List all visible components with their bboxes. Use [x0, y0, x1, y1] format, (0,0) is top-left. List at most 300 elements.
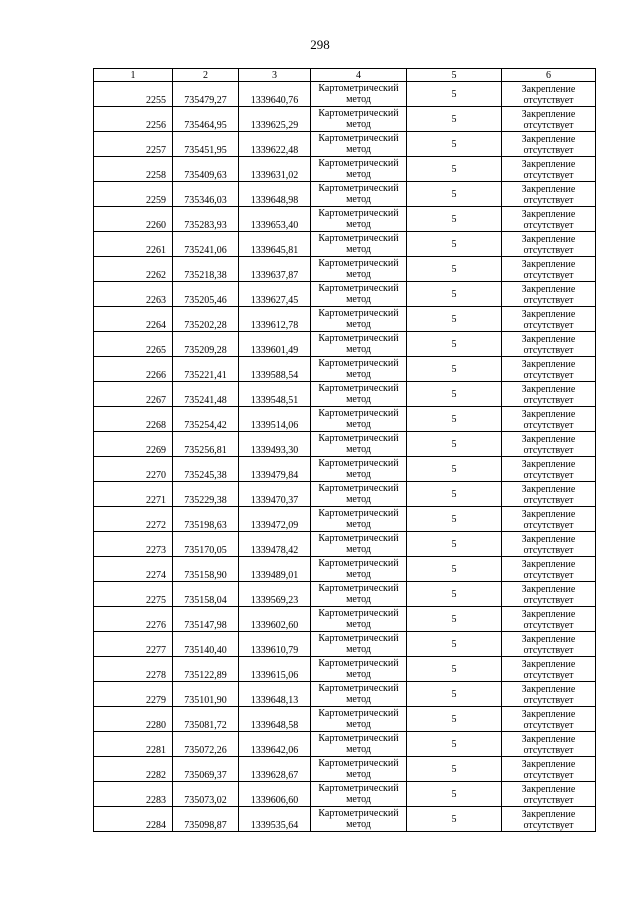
- status-line: отсутствует: [523, 120, 574, 131]
- x-coordinate-cell: 735081,72: [173, 707, 239, 732]
- method-line: метод: [346, 694, 371, 705]
- status-line: Закрепление: [521, 784, 576, 795]
- method-line: Картометрический: [318, 108, 399, 119]
- point-number-cell: 2281: [94, 732, 173, 757]
- page-number: 298: [310, 37, 330, 52]
- y-coordinate-cell: 1339548,51: [239, 382, 311, 407]
- method-line: Картометрический: [318, 483, 399, 494]
- status-line: отсутствует: [523, 345, 574, 356]
- x-coordinate-cell: 735101,90: [173, 682, 239, 707]
- method-cell: [311, 157, 407, 182]
- fixing-status-cell: [502, 82, 596, 107]
- x-coordinate-cell: 735241,06: [173, 232, 239, 257]
- status-line: Закрепление: [521, 309, 576, 320]
- fixing-status-cell: [502, 757, 596, 782]
- y-coordinate-cell: 1339479,84: [239, 457, 311, 482]
- fixing-status-cell: [502, 682, 596, 707]
- y-coordinate-cell: 1339606,60: [239, 782, 311, 807]
- status-line: Закрепление: [521, 84, 576, 95]
- point-number-cell: 2267: [94, 382, 173, 407]
- status-line: Закрепление: [521, 334, 576, 345]
- status-line: отсутствует: [523, 720, 574, 731]
- fixing-status-cell: [502, 182, 596, 207]
- y-coordinate-cell: 1339648,98: [239, 182, 311, 207]
- column-header: 3: [239, 69, 311, 82]
- fixing-status-cell: [502, 657, 596, 682]
- point-number-cell: 2273: [94, 532, 173, 557]
- fixing-status-cell: [502, 432, 596, 457]
- accuracy-cell: 5: [407, 407, 502, 432]
- accuracy-cell: 5: [407, 132, 502, 157]
- point-number-cell: 2261: [94, 232, 173, 257]
- method-line: метод: [346, 269, 371, 280]
- status-line: отсутствует: [523, 795, 574, 806]
- status-line: отсутствует: [523, 595, 574, 606]
- accuracy-cell: 5: [407, 382, 502, 407]
- status-line: Закрепление: [521, 684, 576, 695]
- y-coordinate-cell: 1339645,81: [239, 232, 311, 257]
- y-coordinate-cell: 1339637,87: [239, 257, 311, 282]
- accuracy-cell: 5: [407, 582, 502, 607]
- table-row: [94, 757, 596, 782]
- y-coordinate-cell: 1339493,30: [239, 432, 311, 457]
- header-row: [94, 69, 596, 82]
- table-row: [94, 382, 596, 407]
- status-line: Закрепление: [521, 134, 576, 145]
- y-coordinate-cell: 1339640,76: [239, 82, 311, 107]
- status-line: Закрепление: [521, 584, 576, 595]
- method-cell: [311, 232, 407, 257]
- method-line: Картометрический: [318, 383, 399, 394]
- status-line: отсутствует: [523, 245, 574, 256]
- x-coordinate-cell: 735218,38: [173, 257, 239, 282]
- accuracy-cell: 5: [407, 557, 502, 582]
- method-line: метод: [346, 169, 371, 180]
- y-coordinate-cell: 1339612,78: [239, 307, 311, 332]
- point-number-cell: 2268: [94, 407, 173, 432]
- table-row: [94, 682, 596, 707]
- status-line: Закрепление: [521, 234, 576, 245]
- y-coordinate-cell: 1339601,49: [239, 332, 311, 357]
- status-line: Закрепление: [521, 734, 576, 745]
- point-number-cell: 2279: [94, 682, 173, 707]
- x-coordinate-cell: 735198,63: [173, 507, 239, 532]
- method-cell: [311, 307, 407, 332]
- fixing-status-cell: [502, 807, 596, 832]
- fixing-status-cell: [502, 532, 596, 557]
- method-line: метод: [346, 719, 371, 730]
- method-cell: [311, 357, 407, 382]
- status-line: Закрепление: [521, 759, 576, 770]
- column-header: 1: [94, 69, 173, 82]
- table-row: [94, 482, 596, 507]
- y-coordinate-cell: 1339569,23: [239, 582, 311, 607]
- point-number-cell: 2276: [94, 607, 173, 632]
- status-line: отсутствует: [523, 620, 574, 631]
- point-number-cell: 2270: [94, 457, 173, 482]
- status-line: Закрепление: [521, 159, 576, 170]
- method-cell: [311, 682, 407, 707]
- table-row: [94, 632, 596, 657]
- method-cell: [311, 632, 407, 657]
- x-coordinate-cell: 735202,28: [173, 307, 239, 332]
- status-line: Закрепление: [521, 634, 576, 645]
- accuracy-cell: 5: [407, 657, 502, 682]
- method-cell: [311, 507, 407, 532]
- point-number-cell: 2271: [94, 482, 173, 507]
- fixing-status-cell: [502, 632, 596, 657]
- status-line: отсутствует: [523, 270, 574, 281]
- status-line: Закрепление: [521, 484, 576, 495]
- y-coordinate-cell: 1339610,79: [239, 632, 311, 657]
- y-coordinate-cell: 1339588,54: [239, 357, 311, 382]
- method-line: Картометрический: [318, 258, 399, 269]
- method-line: метод: [346, 469, 371, 480]
- method-cell: [311, 557, 407, 582]
- method-line: Картометрический: [318, 158, 399, 169]
- status-line: Закрепление: [521, 559, 576, 570]
- method-line: Картометрический: [318, 658, 399, 669]
- fixing-status-cell: [502, 732, 596, 757]
- accuracy-cell: 5: [407, 632, 502, 657]
- point-number-cell: 2266: [94, 357, 173, 382]
- status-line: отсутствует: [523, 545, 574, 556]
- point-number-cell: 2256: [94, 107, 173, 132]
- status-line: отсутствует: [523, 695, 574, 706]
- table-row: [94, 82, 596, 107]
- y-coordinate-cell: 1339472,09: [239, 507, 311, 532]
- point-number-cell: 2283: [94, 782, 173, 807]
- method-line: метод: [346, 569, 371, 580]
- fixing-status-cell: [502, 382, 596, 407]
- table-row: [94, 657, 596, 682]
- table-row: [94, 307, 596, 332]
- x-coordinate-cell: 735451,95: [173, 132, 239, 157]
- table-row: [94, 357, 596, 382]
- method-line: Картометрический: [318, 758, 399, 769]
- accuracy-cell: 5: [407, 507, 502, 532]
- y-coordinate-cell: 1339514,06: [239, 407, 311, 432]
- method-line: Картометрический: [318, 708, 399, 719]
- method-line: метод: [346, 519, 371, 530]
- method-line: метод: [346, 369, 371, 380]
- table-row: [94, 557, 596, 582]
- accuracy-cell: 5: [407, 282, 502, 307]
- status-line: отсутствует: [523, 520, 574, 531]
- method-line: Картометрический: [318, 358, 399, 369]
- y-coordinate-cell: 1339653,40: [239, 207, 311, 232]
- point-number-cell: 2275: [94, 582, 173, 607]
- fixing-status-cell: [502, 557, 596, 582]
- x-coordinate-cell: 735245,38: [173, 457, 239, 482]
- table-row: [94, 157, 596, 182]
- accuracy-cell: 5: [407, 707, 502, 732]
- table-row: [94, 282, 596, 307]
- method-line: метод: [346, 319, 371, 330]
- y-coordinate-cell: 1339615,06: [239, 657, 311, 682]
- x-coordinate-cell: 735147,98: [173, 607, 239, 632]
- status-line: отсутствует: [523, 145, 574, 156]
- table-row: [94, 182, 596, 207]
- table-row: [94, 207, 596, 232]
- y-coordinate-cell: 1339648,13: [239, 682, 311, 707]
- x-coordinate-cell: 735464,95: [173, 107, 239, 132]
- method-line: Картометрический: [318, 583, 399, 594]
- table-row: [94, 507, 596, 532]
- accuracy-cell: 5: [407, 532, 502, 557]
- method-line: метод: [346, 419, 371, 430]
- fixing-status-cell: [502, 232, 596, 257]
- point-number-cell: 2264: [94, 307, 173, 332]
- fixing-status-cell: [502, 507, 596, 532]
- method-line: Картометрический: [318, 458, 399, 469]
- method-line: метод: [346, 669, 371, 680]
- method-cell: [311, 657, 407, 682]
- method-cell: [311, 807, 407, 832]
- fixing-status-cell: [502, 482, 596, 507]
- status-line: Закрепление: [521, 409, 576, 420]
- status-line: отсутствует: [523, 495, 574, 506]
- accuracy-cell: 5: [407, 357, 502, 382]
- point-number-cell: 2265: [94, 332, 173, 357]
- status-line: отсутствует: [523, 320, 574, 331]
- y-coordinate-cell: 1339625,29: [239, 107, 311, 132]
- method-line: Картометрический: [318, 433, 399, 444]
- method-cell: [311, 182, 407, 207]
- point-number-cell: 2259: [94, 182, 173, 207]
- status-line: отсутствует: [523, 645, 574, 656]
- x-coordinate-cell: 735205,46: [173, 282, 239, 307]
- x-coordinate-cell: 735283,93: [173, 207, 239, 232]
- table-row: [94, 257, 596, 282]
- accuracy-cell: 5: [407, 782, 502, 807]
- method-line: Картометрический: [318, 783, 399, 794]
- table-row: [94, 732, 596, 757]
- table-row: [94, 532, 596, 557]
- accuracy-cell: 5: [407, 457, 502, 482]
- x-coordinate-cell: 735221,41: [173, 357, 239, 382]
- method-line: метод: [346, 594, 371, 605]
- method-line: Картометрический: [318, 208, 399, 219]
- method-line: метод: [346, 294, 371, 305]
- method-cell: [311, 482, 407, 507]
- y-coordinate-cell: 1339535,64: [239, 807, 311, 832]
- fixing-status-cell: [502, 457, 596, 482]
- method-cell: [311, 407, 407, 432]
- table-row: [94, 707, 596, 732]
- status-line: Закрепление: [521, 209, 576, 220]
- method-line: метод: [346, 219, 371, 230]
- x-coordinate-cell: 735229,38: [173, 482, 239, 507]
- table-row: [94, 782, 596, 807]
- method-line: метод: [346, 344, 371, 355]
- fixing-status-cell: [502, 107, 596, 132]
- y-coordinate-cell: 1339470,37: [239, 482, 311, 507]
- point-number-cell: 2277: [94, 632, 173, 657]
- x-coordinate-cell: 735209,28: [173, 332, 239, 357]
- accuracy-cell: 5: [407, 757, 502, 782]
- column-header: 5: [407, 69, 502, 82]
- method-line: метод: [346, 119, 371, 130]
- x-coordinate-cell: 735140,40: [173, 632, 239, 657]
- table-row: [94, 407, 596, 432]
- method-cell: [311, 757, 407, 782]
- method-line: Картометрический: [318, 333, 399, 344]
- method-line: метод: [346, 494, 371, 505]
- method-cell: [311, 532, 407, 557]
- accuracy-cell: 5: [407, 682, 502, 707]
- y-coordinate-cell: 1339631,02: [239, 157, 311, 182]
- point-number-cell: 2255: [94, 82, 173, 107]
- accuracy-cell: 5: [407, 432, 502, 457]
- status-line: Закрепление: [521, 434, 576, 445]
- status-line: отсутствует: [523, 95, 574, 106]
- status-line: Закрепление: [521, 659, 576, 670]
- method-cell: [311, 582, 407, 607]
- y-coordinate-cell: 1339489,01: [239, 557, 311, 582]
- method-cell: [311, 207, 407, 232]
- accuracy-cell: 5: [407, 482, 502, 507]
- status-line: Закрепление: [521, 609, 576, 620]
- column-header: 6: [502, 69, 596, 82]
- method-line: Картометрический: [318, 558, 399, 569]
- column-header: 4: [311, 69, 407, 82]
- method-line: Картометрический: [318, 633, 399, 644]
- method-line: Картометрический: [318, 233, 399, 244]
- accuracy-cell: 5: [407, 257, 502, 282]
- accuracy-cell: 5: [407, 182, 502, 207]
- table-row: [94, 432, 596, 457]
- x-coordinate-cell: 735158,04: [173, 582, 239, 607]
- status-line: Закрепление: [521, 384, 576, 395]
- method-line: Картометрический: [318, 733, 399, 744]
- y-coordinate-cell: 1339642,06: [239, 732, 311, 757]
- status-line: Закрепление: [521, 259, 576, 270]
- accuracy-cell: 5: [407, 607, 502, 632]
- method-cell: [311, 382, 407, 407]
- point-number-cell: 2263: [94, 282, 173, 307]
- method-line: метод: [346, 144, 371, 155]
- method-cell: [311, 607, 407, 632]
- method-cell: [311, 332, 407, 357]
- method-line: Картометрический: [318, 808, 399, 819]
- method-cell: [311, 432, 407, 457]
- accuracy-cell: 5: [407, 232, 502, 257]
- fixing-status-cell: [502, 207, 596, 232]
- table-row: [94, 132, 596, 157]
- accuracy-cell: 5: [407, 207, 502, 232]
- status-line: отсутствует: [523, 420, 574, 431]
- x-coordinate-cell: 735170,05: [173, 532, 239, 557]
- status-line: Закрепление: [521, 509, 576, 520]
- method-line: Картометрический: [318, 533, 399, 544]
- fixing-status-cell: [502, 332, 596, 357]
- y-coordinate-cell: 1339622,48: [239, 132, 311, 157]
- method-cell: [311, 707, 407, 732]
- point-number-cell: 2278: [94, 657, 173, 682]
- accuracy-cell: 5: [407, 107, 502, 132]
- method-line: метод: [346, 244, 371, 255]
- method-line: метод: [346, 744, 371, 755]
- status-line: отсутствует: [523, 470, 574, 481]
- status-line: отсутствует: [523, 445, 574, 456]
- method-line: Картометрический: [318, 183, 399, 194]
- status-line: отсутствует: [523, 820, 574, 831]
- x-coordinate-cell: 735346,03: [173, 182, 239, 207]
- point-number-cell: 2260: [94, 207, 173, 232]
- table-row: [94, 582, 596, 607]
- method-line: Картометрический: [318, 408, 399, 419]
- fixing-status-cell: [502, 357, 596, 382]
- x-coordinate-cell: 735409,63: [173, 157, 239, 182]
- status-line: Закрепление: [521, 359, 576, 370]
- status-line: отсутствует: [523, 570, 574, 581]
- accuracy-cell: 5: [407, 157, 502, 182]
- x-coordinate-cell: 735254,42: [173, 407, 239, 432]
- point-number-cell: 2257: [94, 132, 173, 157]
- method-cell: [311, 107, 407, 132]
- point-number-cell: 2272: [94, 507, 173, 532]
- table-row: [94, 107, 596, 132]
- method-cell: [311, 132, 407, 157]
- accuracy-cell: 5: [407, 82, 502, 107]
- fixing-status-cell: [502, 307, 596, 332]
- status-line: отсутствует: [523, 670, 574, 681]
- method-cell: [311, 282, 407, 307]
- method-line: метод: [346, 94, 371, 105]
- x-coordinate-cell: 735241,48: [173, 382, 239, 407]
- y-coordinate-cell: 1339478,42: [239, 532, 311, 557]
- status-line: отсутствует: [523, 745, 574, 756]
- method-line: метод: [346, 619, 371, 630]
- status-line: отсутствует: [523, 395, 574, 406]
- method-cell: [311, 732, 407, 757]
- status-line: Закрепление: [521, 109, 576, 120]
- status-line: отсутствует: [523, 770, 574, 781]
- method-line: Картометрический: [318, 83, 399, 94]
- x-coordinate-cell: 735072,26: [173, 732, 239, 757]
- status-line: Закрепление: [521, 809, 576, 820]
- method-line: Картометрический: [318, 508, 399, 519]
- status-line: Закрепление: [521, 534, 576, 545]
- table-row: [94, 232, 596, 257]
- fixing-status-cell: [502, 582, 596, 607]
- accuracy-cell: 5: [407, 807, 502, 832]
- point-number-cell: 2284: [94, 807, 173, 832]
- method-line: Картометрический: [318, 308, 399, 319]
- status-line: Закрепление: [521, 459, 576, 470]
- y-coordinate-cell: 1339648,58: [239, 707, 311, 732]
- x-coordinate-cell: 735158,90: [173, 557, 239, 582]
- accuracy-cell: 5: [407, 307, 502, 332]
- method-line: метод: [346, 819, 371, 830]
- status-line: отсутствует: [523, 295, 574, 306]
- x-coordinate-cell: 735073,02: [173, 782, 239, 807]
- table-row: [94, 607, 596, 632]
- method-line: метод: [346, 769, 371, 780]
- method-line: Картометрический: [318, 283, 399, 294]
- status-line: Закрепление: [521, 709, 576, 720]
- method-line: метод: [346, 194, 371, 205]
- point-number-cell: 2280: [94, 707, 173, 732]
- status-line: отсутствует: [523, 195, 574, 206]
- x-coordinate-cell: 735098,87: [173, 807, 239, 832]
- x-coordinate-cell: 735256,81: [173, 432, 239, 457]
- accuracy-cell: 5: [407, 332, 502, 357]
- y-coordinate-cell: 1339602,60: [239, 607, 311, 632]
- point-number-cell: 2258: [94, 157, 173, 182]
- x-coordinate-cell: 735069,37: [173, 757, 239, 782]
